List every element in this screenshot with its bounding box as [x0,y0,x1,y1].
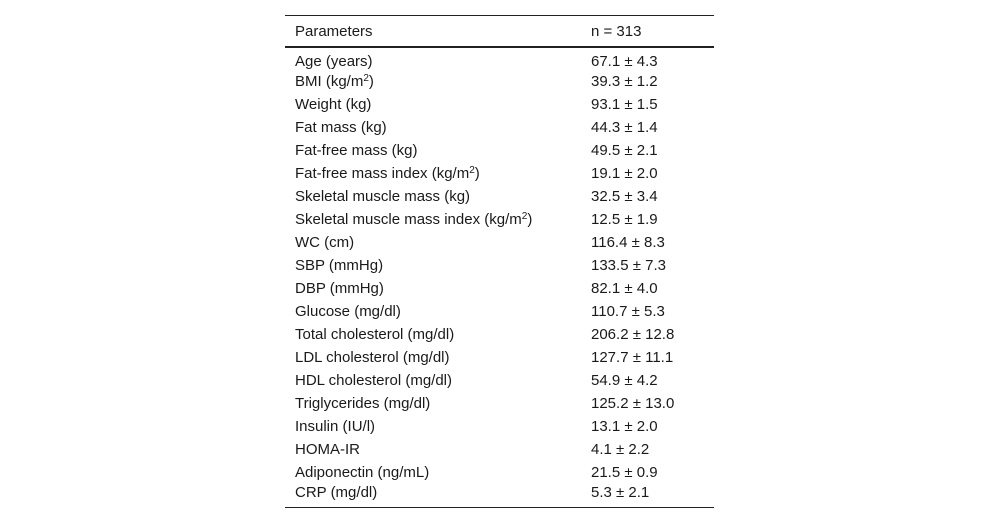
parameter-label-suffix: ) [527,211,533,228]
parameter-label: Skeletal muscle mass (kg) [295,188,471,205]
table-row [285,461,714,484]
header-sample-size: n = 313 [591,22,642,40]
parameter-cell [285,139,581,162]
table-row [285,139,714,162]
parameter-cell [285,392,581,415]
parameter-label: Adiponectin (ng/mL) [295,464,430,481]
value-cell: 125.2 ± 13.0 [591,395,675,412]
parameter-cell [285,208,581,231]
parameter-cell [285,461,581,484]
parameter-label: Fat-free mass (kg) [295,142,418,159]
table-row [285,208,714,231]
unit-superscript: 2 [469,165,475,176]
unit-superscript: 2 [521,211,528,222]
value-cell: 127.7 ± 11.1 [591,349,674,366]
parameters-table-container [285,15,714,508]
parameter-label: Weight (kg) [295,96,372,113]
value-cell: 49.5 ± 2.1 [591,142,658,159]
parameter-cell [285,231,581,254]
parameter-label: WC (cm) [295,234,355,251]
table-header [285,16,714,48]
parameter-label: Skeletal muscle mass index (kg/m [295,211,522,228]
table-row [285,254,714,277]
table-row [285,162,714,185]
value-cell: 39.3 ± 1.2 [591,73,658,90]
value-cell: 93.1 ± 1.5 [591,96,658,113]
parameter-cell [285,484,581,508]
value-cell: 32.5 ± 3.4 [591,188,658,205]
value-cell: 13.1 ± 2.0 [591,418,658,435]
value-cell: 110.7 ± 5.3 [591,303,665,320]
value-cell: 82.1 ± 4.0 [591,280,658,297]
parameter-label: BMI (kg/m [295,73,364,90]
parameter-cell [285,254,581,277]
table-body [285,47,714,508]
table-row [285,185,714,208]
parameter-label: Total cholesterol (mg/dl) [295,326,455,343]
table-row [285,93,714,116]
parameter-cell [285,116,581,139]
table-row [285,70,714,93]
header-parameters: Parameters [295,22,373,40]
parameter-cell [285,323,581,346]
parameter-cell [285,300,581,323]
parameter-label: Triglycerides (mg/dl) [295,395,431,412]
parameter-cell [285,346,581,369]
table-row [285,116,714,139]
parameter-label-suffix: ) [474,165,480,182]
parameter-cell [285,70,581,93]
table-row [285,47,714,70]
table-row [285,231,714,254]
parameter-label: DBP (mmHg) [295,280,384,297]
unit-superscript: 2 [363,73,369,84]
table-row [285,277,714,300]
parameter-label: SBP (mmHg) [295,257,384,274]
parameter-label-suffix: ) [368,73,374,90]
table-row [285,392,714,415]
value-cell: 54.9 ± 4.2 [591,372,658,389]
table-row [285,438,714,461]
parameter-label: Fat-free mass index (kg/m [295,165,470,182]
parameter-cell [285,185,581,208]
value-cell: 67.1 ± 4.3 [591,52,658,70]
parameter-cell [285,277,581,300]
parameter-label: LDL cholesterol (mg/dl) [295,349,450,366]
parameters-table [285,15,714,508]
table-row [285,346,714,369]
parameter-cell [285,415,581,438]
value-cell: 44.3 ± 1.4 [591,119,658,136]
table-row [285,369,714,392]
value-cell: 5.3 ± 2.1 [591,484,650,501]
parameter-label: HDL cholesterol (mg/dl) [295,372,452,389]
value-cell: 19.1 ± 2.0 [591,165,658,182]
table-row [285,300,714,323]
parameter-cell [285,162,581,185]
table-row [285,323,714,346]
parameter-cell [285,438,581,461]
table-row [285,415,714,438]
parameter-cell [285,369,581,392]
parameter-label: CRP (mg/dl) [295,484,378,501]
parameter-label: Glucose (mg/dl) [295,303,401,320]
value-cell: 133.5 ± 7.3 [591,257,666,274]
parameter-label: Age (years) [295,52,373,70]
parameter-label: Insulin (IU/l) [295,418,376,435]
parameter-label: Fat mass (kg) [295,119,387,136]
value-cell: 4.1 ± 2.2 [591,441,650,458]
parameter-label: HOMA-IR [295,441,360,458]
value-cell: 12.5 ± 1.9 [591,211,658,228]
value-cell: 206.2 ± 12.8 [591,326,675,343]
table-row [285,484,714,508]
parameter-cell [285,47,581,70]
parameter-cell [285,93,581,116]
header-row [285,16,714,48]
value-cell: 21.5 ± 0.9 [591,464,658,481]
value-cell: 116.4 ± 8.3 [591,234,665,251]
